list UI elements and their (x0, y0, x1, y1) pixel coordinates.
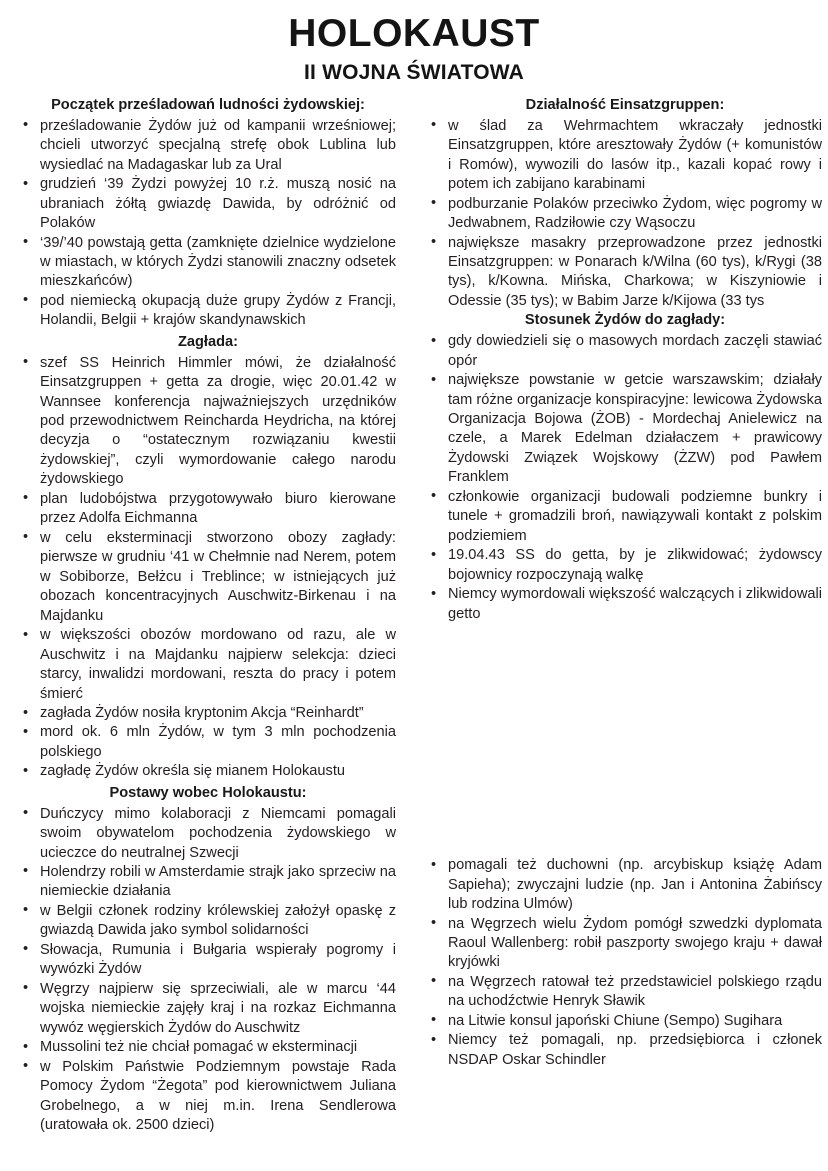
list-item-text: prześladowanie Żydów już od kampanii wrześniowej; chcieli utworzyć specjalną strefę obok Lublina lub wysiedlać na Madagaskar lub za Ural (40, 117, 396, 173)
list-item-text: grudzień ‘39 Żydzi powyżej 10 r.ż. muszą nosić na ubraniach żółtą gwiazdę Dawida, by odróżnić od Polaków (40, 176, 396, 232)
list-item-text: Węgrzy najpierw się sprzeciwiali, ale w marcu ‘44 wojska niemieckie zajęły kraj i na rozkaz Eichmanna wywóz węgierskich Żydów do Auschwitz (40, 980, 396, 1036)
list-item-text: Słowacja, Rumunia i Bułgaria wspierały pogromy i wywózki Żydów (40, 941, 396, 978)
bullet-list-pomagajacy (428, 856, 822, 1070)
list-item-text: na Węgrzech wielu Żydom pomógł szwedzki dyplomata Raoul Wallenberg: robił paszporty swojego kraju + dawał kryjówki (448, 915, 822, 971)
list-item-text: na Litwie konsul japoński Chiune (Sempo) Sugihara (448, 1012, 783, 1029)
title-block (0, 0, 828, 84)
list-item-text: w Polskim Państwie Podziemnym powstaje Rada Pomocy Żydom “Żegota” pod kierownictwem Juliana Grobelnego, a w niej m.in. Irena Sendlerowa (uratowała ok. 2500 dzieci) (40, 1058, 396, 1134)
list-item (20, 723, 396, 762)
bullet-list-stosunek-zydow-do-zaglady (428, 332, 822, 624)
list-item (428, 195, 822, 234)
list-item-text: na Węgrzech ratował też przedstawiciel polskiego rządu na uchodźctwie Henryk Sławik (448, 973, 822, 1010)
right-column (414, 96, 828, 1070)
list-item-text: w celu eksterminacji stworzono obozy zagłady: pierwsze w grudniu ‘41 w Chełmnie nad Nerem, potem w Sobiborze, Bełżcu i Treblince; w istniejących już obozach koncentracyjnych Auschwitz-Birkenau i na Majdanku (40, 529, 396, 624)
list-item-text: członkowie organizacji budowali podziemne bunkry i tunele + gromadzili broń, nawiązywali kontakt z polskim podziemiem (448, 488, 822, 544)
column-spacer (428, 624, 822, 856)
list-item (428, 488, 822, 546)
list-item (20, 175, 396, 233)
list-item (428, 332, 822, 371)
list-item-text: gdy dowiedzieli się o masowych mordach zaczęli stawiać opór (448, 333, 822, 369)
list-item-text: w Belgii członek rodziny królewskiej założył opaskę z gwiazdą Dawida jako symbol solidarności (40, 902, 396, 939)
page-subtitle: II WOJNA ŚWIATOWA (303, 60, 524, 84)
bullet-list-postawy-wobec-holokaustu (20, 805, 396, 1136)
list-item (428, 856, 822, 914)
list-item (20, 117, 396, 175)
list-item (20, 292, 396, 331)
bullet-list-poczatek-przesladowan (20, 117, 396, 331)
list-item (20, 529, 396, 626)
list-item-text: Mussolini też nie chciał pomagać w eksterminacji (40, 1039, 358, 1056)
list-item-text: Duńczycy mimo kolaboracji z Niemcami pomagali swoim obywatelom pochodzenia żydowskiego w ucieczce do neutralnej Szwecji (40, 805, 396, 861)
list-item-text: podburzanie Polaków przeciwko Żydom, więc pogromy w Jedwabnem, Radziłowie czy Wąsoczu (448, 195, 822, 232)
list-item (428, 1012, 822, 1031)
list-item-text: Niemcy też pomagali, np. przedsiębiorca i członek NSDAP Oskar Schindler (448, 1032, 822, 1068)
left-column (0, 96, 414, 1136)
section-heading-dzialalnosc-einsatzgruppen: Działalność Einsatzgruppen: (525, 97, 725, 114)
list-item (428, 1031, 822, 1070)
list-item (20, 234, 396, 292)
list-item (428, 546, 822, 585)
list-item-text: pomagali też duchowni (np. arcybiskup książę Adam Sapieha); zwyczajni ludzie (np. Jan i Antonina Żabińscy lub rodzina Ulmów) (448, 857, 822, 913)
list-item (428, 585, 822, 624)
list-item (20, 902, 396, 941)
list-item-text: największe powstanie w getcie warszawskim; działały tam różne organizacje konspiracyjne: lewicowa Żydowska Organizacja Bojowa (ŻOB) - Mordechaj Anielewicz na czele, a Marek Edelman działaczem + prawicowy Żydowski Związek Wojskowy (ŻZW) pod Pawłem Franklem (448, 372, 822, 486)
list-item (428, 915, 822, 973)
list-item (428, 234, 822, 312)
list-item-text: 19.04.43 SS do getta, by je zlikwidować; żydowscy bojownicy rozpoczynają walkę (448, 547, 822, 583)
list-item (20, 354, 396, 490)
section-heading-zaglada: Zagłada: (177, 333, 238, 350)
section-heading-postawy-wobec-holokaustu: Postawy wobec Holokaustu: (109, 784, 307, 801)
list-item (20, 626, 396, 704)
list-item (20, 805, 396, 863)
bullet-list-zaglada (20, 354, 396, 782)
list-item (20, 762, 396, 781)
bullet-list-dzialalnosc-einsatzgruppen (428, 117, 822, 312)
page-title: HOLOKAUST (288, 12, 540, 55)
list-item-text: zagłada Żydów nosiła kryptonim Akcja “Reinhardt” (40, 705, 364, 721)
list-item (428, 117, 822, 195)
list-item (20, 1038, 396, 1057)
list-item-text: plan ludobójstwa przygotowywało biuro kierowane przez Adolfa Eichmanna (40, 490, 396, 527)
list-item-text: mord ok. 6 mln Żydów, w tym 3 mln pochodzenia polskiego (40, 724, 396, 760)
list-item-text: Niemcy wymordowali większość walczących i zlikwidowali getto (448, 586, 822, 622)
list-item (20, 941, 396, 980)
list-item-text: największe masakry przeprowadzone przez jednostki Einsatzgruppen: w Ponarach k/Wilna (60 tys), k/Rygi (38 tys), k/Kowna. Mińska, Charkowa; w Kiszyniowie i Odessie (35 tys); w Babim Jarze k/Kijowa (33 tys (448, 234, 822, 309)
list-item-text: w ślad za Wehrmachtem wkraczały jednostki Einsatzgruppen, które aresztowały Żydów (+ komunistów i Romów), wywozili do lasów itp., kazali kopać rowy i potem ich zabijano karabinami (448, 117, 822, 193)
list-item-text: zagładę Żydów określa się mianem Holokaustu (40, 763, 345, 780)
section-heading-stosunek-zydow-do-zaglady: Stosunek Żydów do zagłady: (524, 312, 726, 329)
list-item-text: w większości obozów mordowano od razu, ale w Auschwitz i na Majdanku najpierw selekcja: dzieci starcy, inwalidzi mordowani, reszta do pracy i potem śmierć (40, 627, 396, 702)
list-item (428, 371, 822, 488)
list-item (20, 980, 396, 1038)
list-item (428, 973, 822, 1012)
list-item-text: pod niemiecką okupacją duże grupy Żydów z Francji, Holandii, Belgii + krajów skandynawskich (40, 292, 396, 329)
list-item (20, 704, 396, 723)
list-item (20, 863, 396, 902)
list-item-text: szef SS Heinrich Himmler mówi, że działalność Einsatzgruppen + getta za drogie, więc 20.01.42 w Wannsee konferencja najważniejszych urzędników pod przewodnictwem Reincharda Heydricha, na której decyzja o “ostatecznym rozwiązaniu kwestii żydowskiej”, czyli wymordowanie całego narodu żydowskiego (40, 354, 396, 488)
list-item (20, 490, 396, 529)
list-item-text: ‘39/’40 powstają getta (zamknięte dzielnice wydzielone w miastach, w których Żydzi stanowili znaczny odsetek mieszkańców) (40, 234, 396, 290)
section-heading-poczatek-przesladowan: Początek prześladowań ludności żydowskiej: (51, 97, 365, 114)
list-item-text: Holendrzy robili w Amsterdamie strajk jako sprzeciw na niemieckie działania (40, 863, 396, 900)
two-column-body (0, 96, 828, 1136)
list-item (20, 1058, 396, 1136)
